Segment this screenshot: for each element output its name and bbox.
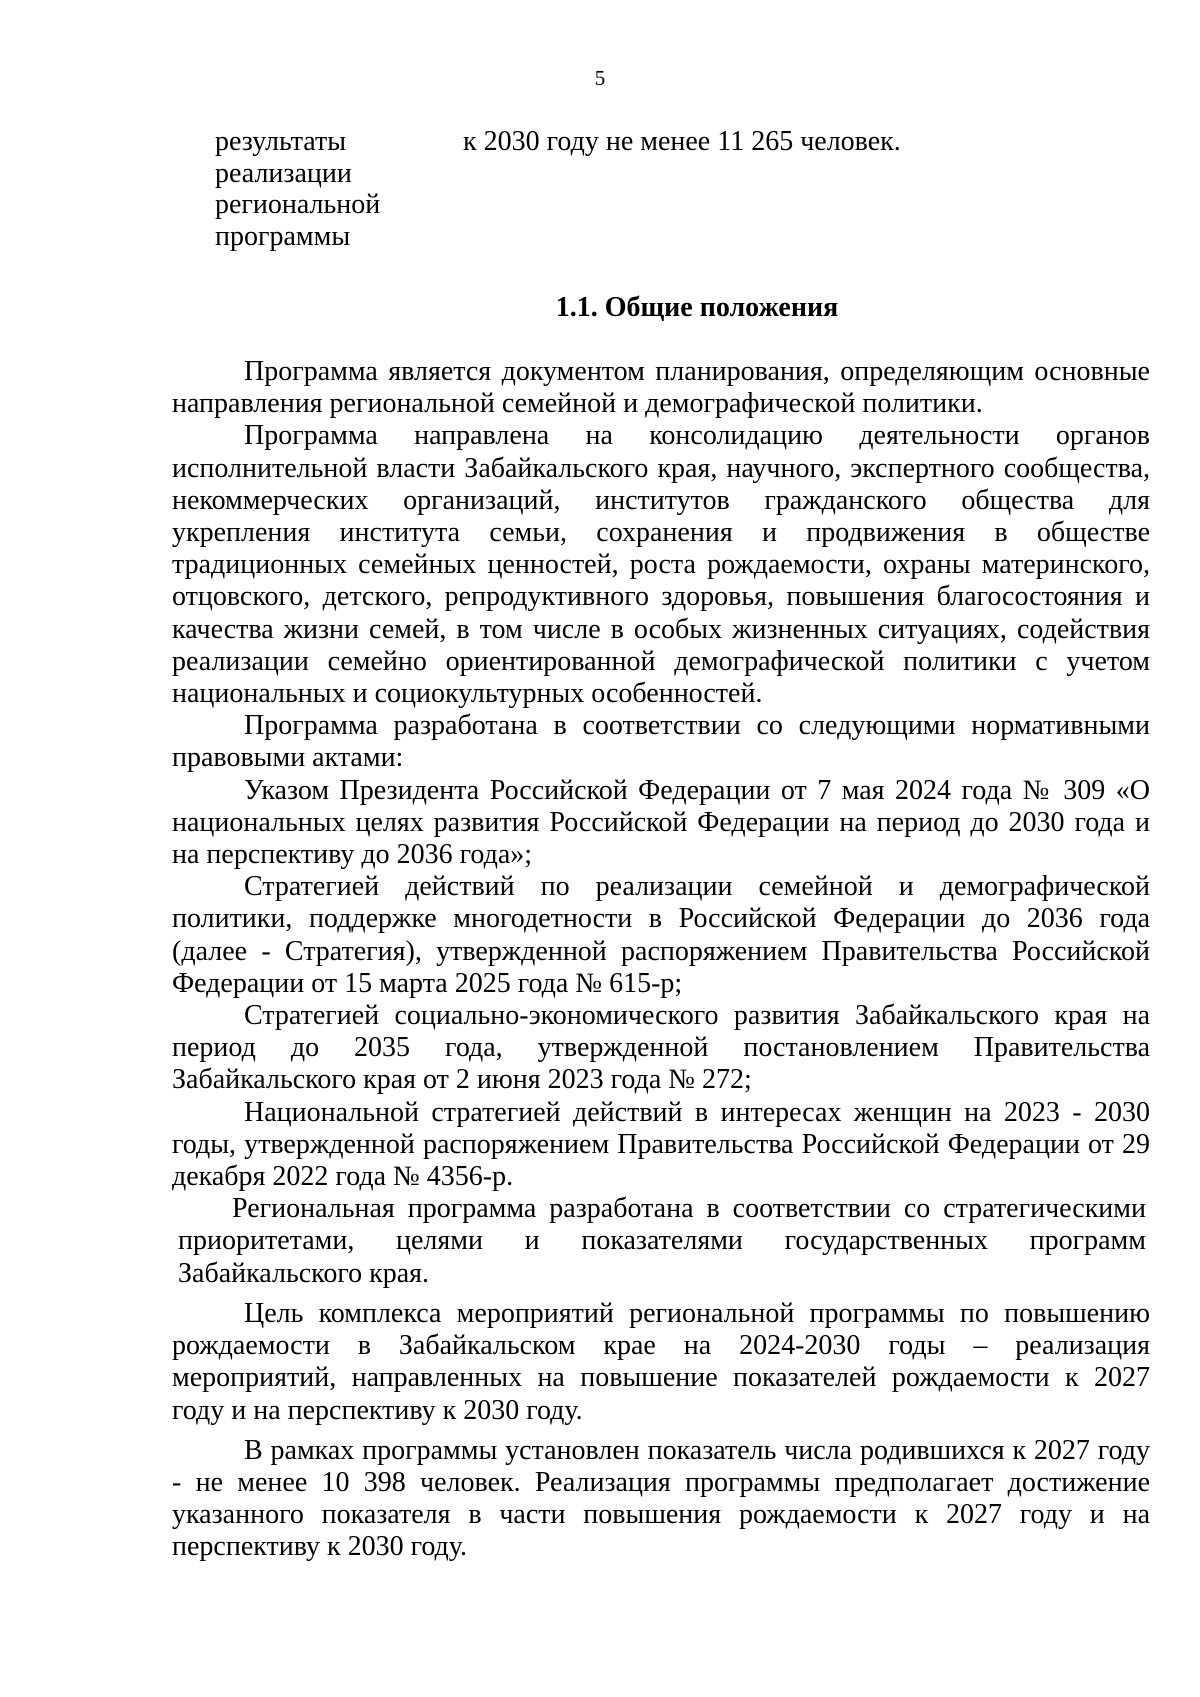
- section-title: 1.1. Общие положения: [555, 292, 839, 323]
- passport-row-label: [215, 126, 455, 252]
- paragraph-state-programs: Региональная программа разработана в соответствии со стратегическими приоритетами, целями и показателями государственных программ Забайкальского края.: [178, 1193, 1146, 1289]
- passport-label-line: результаты: [215, 126, 347, 157]
- paragraph-program-purpose: Программа направлена на консолидацию деятельности органов исполнительной власти Забайкальского края, научного, экспертного сообщества, некоммерческих организаций, институтов гражданского общества для укрепления института семьи, сохранения и продвижения в обществе традиционных семейных ценностей, роста рождаемости, охраны материнского, отцовского, детского, репродуктивного здоровья, повышения благосостояния и качества жизни семей, в том числе в особых жизненных ситуациях, содействия реализации семейно ориентированной демографической политики с учетом национальных и социокультурных особенностей.: [172, 420, 1150, 710]
- paragraph-program-goal: Цель комплекса мероприятий региональной программы по повышению рождаемости в Забайкальском крае на 2024-2030 годы – реализация мероприятий, направленных на повышение показателей рождаемости к 2027 году и на перспективу к 2030 году.: [172, 1297, 1150, 1426]
- paragraph-birth-indicator: В рамках программы установлен показатель числа родившихся к 2027 году - не менее 10 398 человек. Реализация программы предполагает достижение указанного показателя в части повышения рождаемости к 2027 году и на перспективу к 2030 году.: [172, 1434, 1150, 1563]
- paragraph-presidential-decree: Указом Президента Российской Федерации от 7 мая 2024 года № 309 «О национальных целях развития Российской Федерации на период до 2030 года и на перспективу до 2036 года»;: [172, 774, 1150, 871]
- page-number: 5: [594, 66, 606, 90]
- paragraph-legal-basis-intro: Программа разработана в соответствии со следующими нормативными правовыми актами:: [172, 710, 1150, 774]
- paragraph-program-definition: Программа является документом планирования, определяющим основные направления региональной семейной и демографической политики.: [172, 356, 1150, 420]
- passport-row-value: к 2030 году не менее 11 265 человек.: [463, 126, 901, 157]
- document-body: [172, 356, 1150, 1564]
- paragraph-womens-strategy: Национальной стратегией действий в интересах женщин на 2023 - 2030 годы, утвержденной распоряжением Правительства Российской Федерации от 29 декабря 2022 года № 4356-р.: [172, 1096, 1150, 1193]
- paragraph-family-policy-strategy: Стратегией действий по реализации семейной и демографической политики, поддержке многодетности в Российской Федерации до 2036 года (далее - Стратегия), утвержденной распоряжением Правительства Российской Федерации от 15 марта 2025 года № 615-р;: [172, 871, 1150, 999]
- paragraph-regional-development-strategy: Стратегией социально-экономического развития Забайкальского края на период до 2035 года, утвержденной постановлением Правительства Забайкальского края от 2 июня 2023 года № 272;: [172, 1000, 1150, 1096]
- passport-label-line: программы: [215, 220, 351, 252]
- passport-label-line: реализации: [215, 157, 352, 189]
- passport-label-line: региональной: [215, 189, 381, 220]
